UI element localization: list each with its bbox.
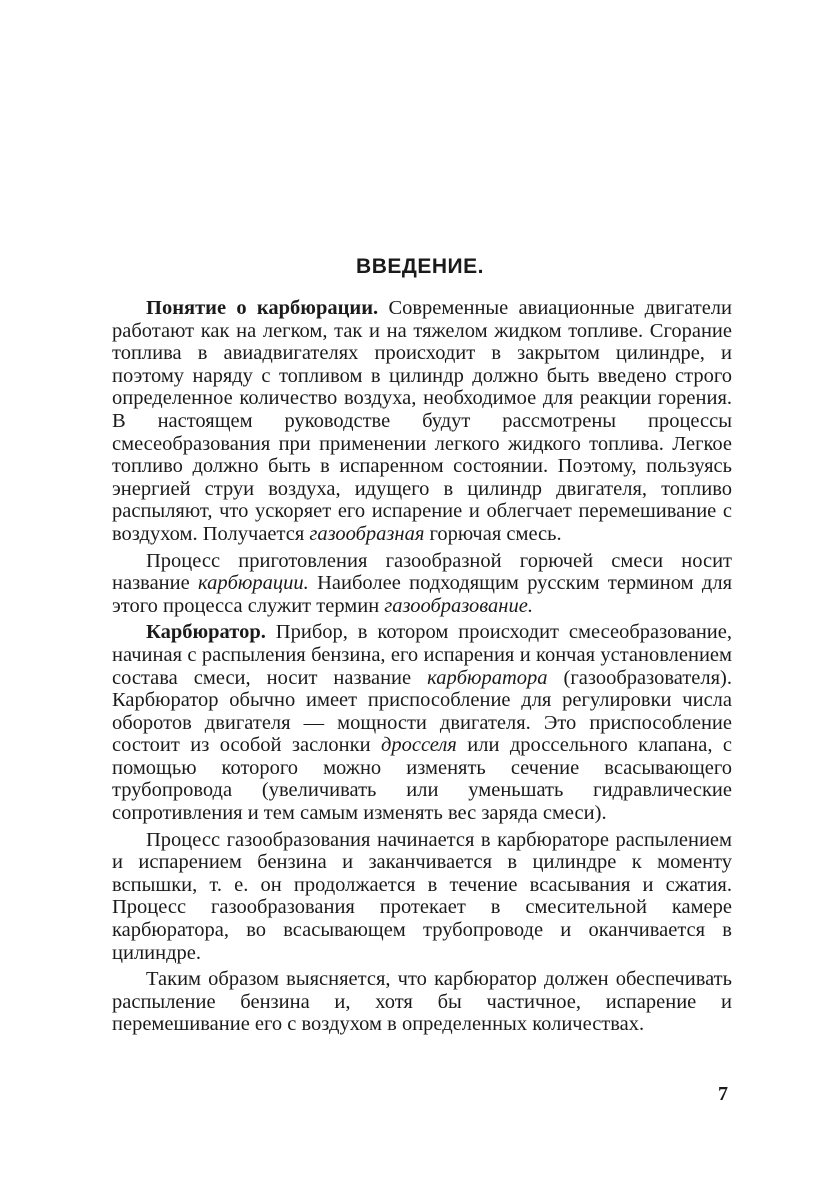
paragraph-text: Наиболее подходящим русским термином для этого процесса служит термин bbox=[112, 572, 733, 617]
chapter-heading: ВВЕДЕНИЕ. bbox=[356, 255, 484, 278]
page-number: 7 bbox=[718, 1083, 728, 1105]
paragraph-text: горючая смесь. bbox=[424, 522, 562, 545]
section-term-carburetor: Карбюратор. bbox=[146, 621, 266, 644]
paragraph-text: Таким образом выясняется, что карбюратор должен обеспечивать распыление бензина и, хотя бы частичное, испарение и перемешивание его с воздухом в определенных количествах. bbox=[112, 968, 732, 1036]
paragraph-carburetor bbox=[112, 621, 732, 824]
paragraph-conclusion bbox=[112, 968, 732, 1036]
emphasis-carburetor: карбюратора bbox=[427, 666, 548, 689]
paragraph-process-name bbox=[112, 550, 732, 618]
paragraph-gas-formation-process bbox=[112, 829, 732, 965]
paragraph-text: Современные авиационные двигатели работают как на легком, так и на тяжелом жидком топливе. Сгорание топлива в авиадвигателях происходит в закрытом цилиндре, и поэтому наряду с топливом в цилиндр должно быть введено строго определенное количество воздуха, необходимое для реакции горения. В настоящем руководстве будут рассмотрены процессы смесеобразования при применении легкого жидкого топлива. Легкое топливо должно быть в испаренном состоянии. Поэтому, пользуясь энергией струи воздуха, идущего в цилиндр двигателя, топливо распыляют, что ускоряет его испарение и облегчает перемешивание с воздухом. Получается bbox=[112, 297, 733, 545]
paragraph-text: Процесс приготовления газообразной горючей смеси носит название bbox=[112, 549, 732, 595]
emphasis-gaseous: газообразная bbox=[309, 522, 425, 545]
paragraph-carburation-concept bbox=[112, 297, 732, 546]
paragraph-text: Прибор, в котором происходит смесеобразование, начиная с распыления бензина, его испарения и кончая установлением состава смеси, носит название bbox=[112, 621, 732, 689]
emphasis-carburation: карбюрации. bbox=[198, 572, 309, 595]
section-term-carburation: Понятие о карбюрации. bbox=[146, 297, 379, 319]
emphasis-gas-formation: газообразование. bbox=[384, 594, 533, 617]
paragraph-text: или дроссельного клапана, с помощью которого можно изменять сечение всасывающего трубопровода (увеличивать или уменьшать гидравлические сопротивления и тем самым изменять вес заряда смеси). bbox=[112, 734, 732, 825]
emphasis-throttle: дросселя bbox=[380, 734, 457, 757]
body-text bbox=[112, 297, 732, 1036]
paragraph-text: Процесс газообразования начинается в карбюраторе распылением и испарением бензина и заканчивается в цилиндре к моменту вспышки, т. е. он продолжается в течение всасывания и сжатия. Процесс газообразования протекает в смесительной камере карбюратора, во всасывающем трубопроводе и оканчивается в цилиндре. bbox=[112, 828, 732, 964]
paragraph-text: (газообразователя). Карбюратор обычно имеет приспособление для регулировки числа оборотов двигателя — мощности двигателя. Это приспособление состоит из особой заслонки bbox=[112, 666, 732, 757]
